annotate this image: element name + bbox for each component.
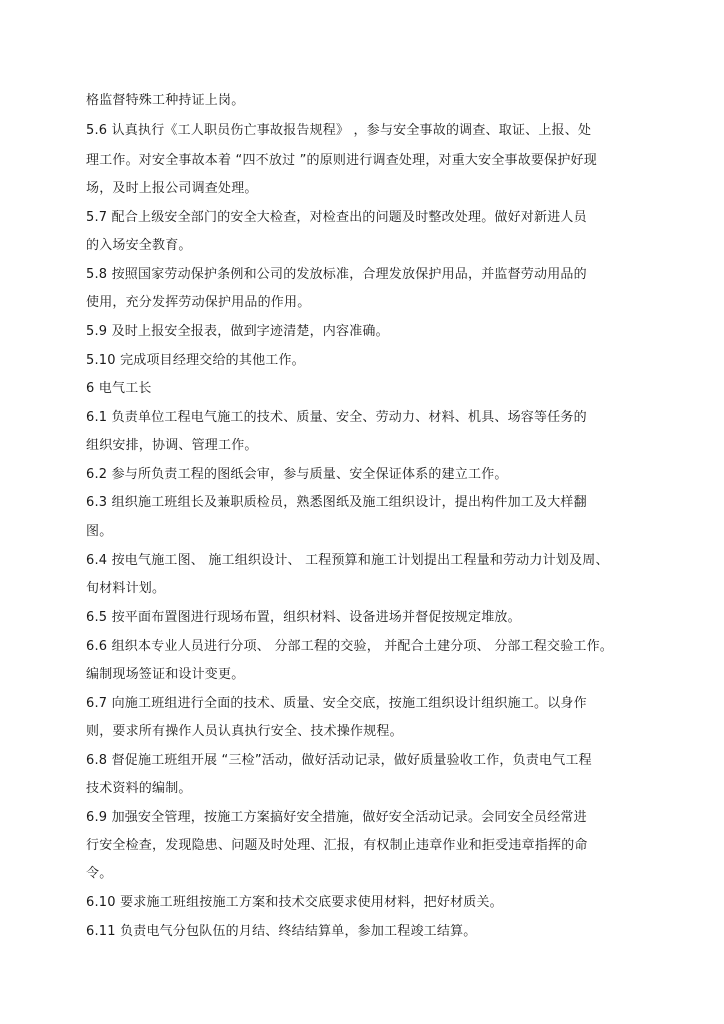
text-line: 6.2 参与所负责工程的图纸会审，参与质量、安全保证体系的建立工作。 bbox=[86, 467, 508, 482]
text-line: 5.7 配合上级安全部门的安全大检查，对检查出的问题及时整改处理。做好对新进人员 bbox=[86, 210, 587, 225]
text-line: 技术资料的编制。 bbox=[86, 781, 192, 796]
text-line: 则，要求所有操作人员认真执行安全、技术操作规程。 bbox=[86, 724, 403, 739]
text-line: 6.5 按平面布置图进行现场布置，组织材料、设备进场并督促按规定堆放。 bbox=[86, 610, 521, 625]
text-line: 5.6 认真执行《工人职员伤亡事故报告规程》 ，参与安全事故的调查、取证、上报、处 bbox=[86, 123, 592, 138]
text-line: 6.6 组织本专业人员进行分项、 分部工程的交验， 并配合土建分项、 分部工程交验工作。 bbox=[86, 639, 614, 654]
text-line: 组织安排，协调、管理工作。 bbox=[86, 438, 258, 453]
text-line: 6.9 加强安全管理，按施工方案搞好安全措施，做好安全活动记录。会同安全员经常进 bbox=[86, 810, 587, 825]
text-line: 场，及时上报公司调查处理。 bbox=[86, 181, 258, 196]
text-line: 使用，充分发挥劳动保护用品的作用。 bbox=[86, 295, 311, 310]
text-line: 格监督特殊工种持证上岗。 bbox=[86, 93, 245, 108]
text-line: 图。 bbox=[86, 524, 113, 539]
text-line: 6.3 组织施工班组长及兼职质检员，熟悉图纸及施工组织设计，提出构件加工及大样翻 bbox=[86, 495, 587, 510]
text-line: 令。 bbox=[86, 866, 113, 881]
text-line: 5.9 及时上报安全报表，做到字迹清楚，内容准确。 bbox=[86, 324, 389, 339]
text-line: 6.7 向施工班组进行全面的技术、质量、安全交底，按施工组织设计组织施工。以身作 bbox=[86, 696, 587, 711]
text-line: 行安全检查，发现隐患、问题及时处理、汇报，有权制止违章作业和拒受违章指挥的命 bbox=[86, 838, 588, 853]
text-line: 6.4 按电气施工图、 施工组织设计、 工程预算和施工计划提出工程量和劳动力计划及周、 bbox=[86, 553, 609, 568]
text-line: 编制现场签证和设计变更。 bbox=[86, 667, 245, 682]
text-line: 5.8 按照国家劳动保护条例和公司的发放标准，合理发放保护用品，并监督劳动用品的 bbox=[86, 267, 587, 282]
text-line: 6.11 负责电气分包队伍的月结、终结结算单，参加工程竣工结算。 bbox=[86, 924, 477, 939]
text-line: 6.10 要求施工班组按施工方案和技术交底要求使用材料，把好材质关。 bbox=[86, 895, 503, 910]
text-line: 6.8 督促施工班组开展 “三检”活动，做好活动记录，做好质量验收工作，负责电气工程 bbox=[86, 753, 592, 768]
text-line: 理工作。对安全事故本着 “四不放过 ”的原则进行调查处理，对重大安全事故要保护好现 bbox=[86, 153, 597, 168]
text-line: 的入场安全教育。 bbox=[86, 238, 192, 253]
text-line: 5.10 完成项目经理交给的其他工作。 bbox=[86, 353, 305, 368]
text-line: 旬材料计划。 bbox=[86, 581, 166, 596]
text-line: 6.1 负责单位工程电气施工的技术、质量、安全、劳动力、材料、机具、场容等任务的 bbox=[86, 410, 587, 425]
section-heading: 6 电气工长 bbox=[86, 381, 152, 396]
